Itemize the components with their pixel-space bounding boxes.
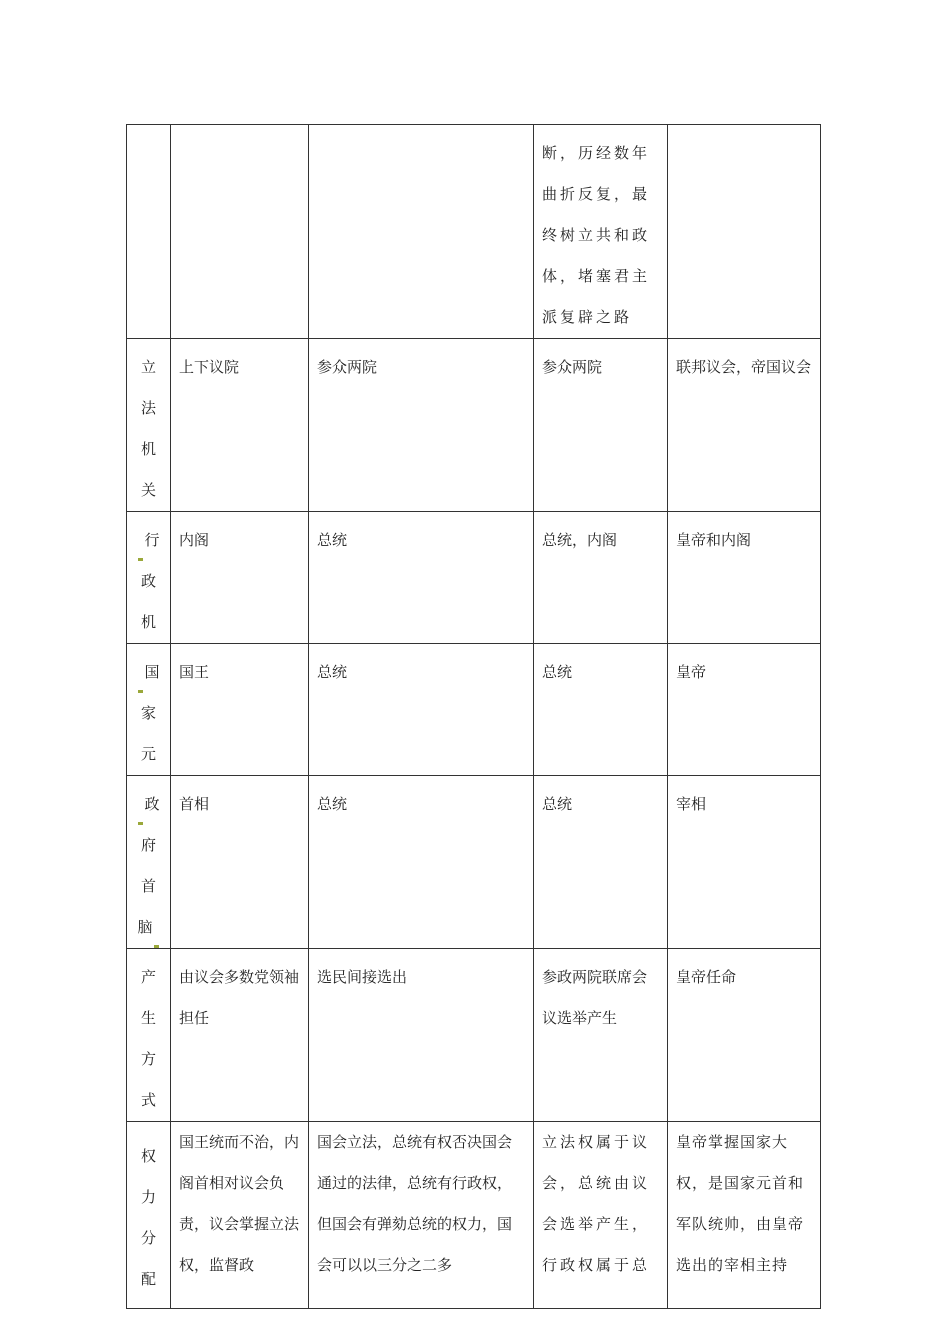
table-cell: 宰相: [668, 776, 821, 949]
table-cell: 国王统而不治，内阁首相对议会负责，议会掌握立法权，监督政: [171, 1122, 309, 1309]
revision-mark-icon: [154, 945, 159, 948]
table-cell: 总统: [309, 644, 534, 776]
table-cell: 总统: [534, 776, 668, 949]
table-row: [127, 644, 821, 776]
header-char: 脑: [135, 907, 162, 948]
header-char: 法: [140, 399, 156, 417]
header-char: 元: [140, 745, 156, 763]
table-cell: 总统: [534, 644, 668, 776]
header-char: 式: [140, 1091, 156, 1109]
table-row: [127, 1122, 821, 1309]
row-header: [127, 644, 171, 776]
table-cell: 立法权属于议会，总统由议会选举产生，行政权属于总: [534, 1122, 668, 1309]
table-row: [127, 776, 821, 949]
header-char: 产: [140, 968, 156, 986]
table-cell: [668, 125, 821, 339]
table-cell: 由议会多数党领袖担任: [171, 949, 309, 1122]
table-cell: 皇帝和内阁: [668, 512, 821, 644]
table-row: [127, 512, 821, 644]
table-cell: 联邦议会，帝国议会: [668, 339, 821, 512]
header-char: 国: [135, 652, 162, 693]
table-cell: 参政两院联席会议选举产生: [534, 949, 668, 1122]
header-char: 权: [140, 1147, 156, 1165]
comparison-table: [126, 124, 821, 1309]
table-row: [127, 949, 821, 1122]
row-header: [127, 512, 171, 644]
table-cell: 参众两院: [534, 339, 668, 512]
table-cell: 内阁: [171, 512, 309, 644]
header-char: 政: [135, 784, 162, 825]
header-char: 政: [140, 572, 156, 590]
header-char: 关: [140, 481, 156, 499]
table-cell: 参众两院: [309, 339, 534, 512]
table-row: [127, 339, 821, 512]
header-char: 行: [135, 520, 162, 561]
row-header: [127, 776, 171, 949]
header-char: 生: [140, 1009, 156, 1027]
header-char: 力: [140, 1188, 156, 1206]
header-char: 机: [140, 440, 156, 458]
table-cell: 总统: [309, 776, 534, 949]
row-header: [127, 949, 171, 1122]
header-char: 方: [140, 1050, 156, 1068]
table-cell: 皇帝任命: [668, 949, 821, 1122]
header-char: 首: [140, 877, 156, 895]
table-cell: 首相: [171, 776, 309, 949]
header-char: 立: [140, 358, 156, 376]
header-char: 家: [140, 704, 156, 722]
table-cell: 选民间接选出: [309, 949, 534, 1122]
header-char: 府: [140, 836, 156, 854]
header-char: 配: [140, 1270, 156, 1288]
table-cell: 国会立法，总统有权否决国会通过的法律，总统有行政权，但国会有弹劾总统的权力，国会可以以三分之二多: [309, 1122, 534, 1309]
header-char: 机: [140, 613, 156, 631]
header-char: 分: [140, 1229, 156, 1247]
table-cell: 断，历经数年曲折反复，最终树立共和政体，堵塞君主派复辟之路: [534, 125, 668, 339]
table-cell: 上下议院: [171, 339, 309, 512]
table-cell: 总统，内阁: [534, 512, 668, 644]
row-header: [127, 125, 171, 339]
table-cell: [171, 125, 309, 339]
table-row: [127, 125, 821, 339]
table-cell: 总统: [309, 512, 534, 644]
row-header: [127, 1122, 171, 1309]
table-cell: 皇帝掌握国家大权，是国家元首和军队统帅，由皇帝选出的宰相主持: [668, 1122, 821, 1309]
table-cell: [309, 125, 534, 339]
table-cell: 皇帝: [668, 644, 821, 776]
row-header: [127, 339, 171, 512]
table-cell: 国王: [171, 644, 309, 776]
